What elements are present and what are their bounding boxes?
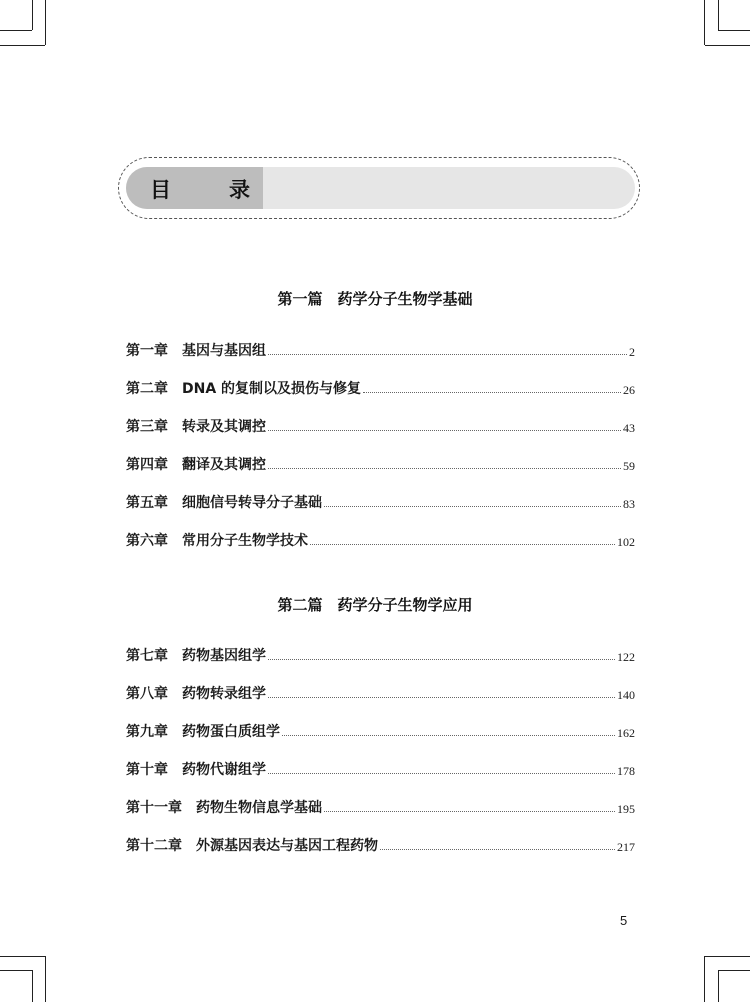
toc-entry[interactable] [126,797,635,817]
chapter-page: 122 [617,650,635,664]
leader-dots [380,849,615,850]
chapter-title: 药物转录组学 [182,686,266,702]
chapter-page: 43 [623,421,635,435]
chapter-number: 第十章 [126,762,168,778]
chapter-number: 第五章 [126,495,168,511]
chapter-title: 基因与基因组 [182,343,266,359]
toc-entry[interactable] [126,454,635,474]
toc-entry[interactable] [126,416,635,436]
chapter-number: 第九章 [126,724,168,740]
chapter-page: 26 [623,383,635,397]
toc-entry[interactable] [126,340,635,360]
chapter-title: 药物代谢组学 [182,762,266,778]
page-title-char-1: 目 [150,178,171,202]
chapter-number: 第六章 [126,533,168,549]
page-title-char-2: 录 [229,178,250,202]
chapter-number: 第一章 [126,343,168,359]
leader-dots [268,354,627,355]
toc-entry[interactable] [126,759,635,779]
page-title [150,175,250,203]
chapter-title: 药物蛋白质组学 [182,724,280,740]
chapter-number: 第八章 [126,686,168,702]
chapter-page: 178 [617,764,635,778]
chapter-page: 140 [617,688,635,702]
toc-entry[interactable] [126,492,635,512]
toc-entry[interactable] [126,378,635,398]
leader-dots [268,773,615,774]
leader-dots [268,697,615,698]
chapter-number: 第十二章 [126,838,182,854]
chapter-title: 翻译及其调控 [182,457,266,473]
leader-dots [310,544,615,545]
toc-entry[interactable] [126,835,635,855]
chapter-title: 转录及其调控 [182,419,266,435]
leader-dots [282,735,615,736]
chapter-page: 59 [623,459,635,473]
chapter-title: DNA 的复制以及损伤与修复 [182,381,362,397]
leader-dots [268,430,621,431]
chapter-number: 第七章 [126,648,168,664]
part-title: 第一篇 药学分子生物学基础 [277,290,473,308]
chapter-number: 第四章 [126,457,168,473]
chapter-number: 第二章 [126,381,168,397]
chapter-title: 外源基因表达与基因工程药物 [196,838,378,854]
toc-entry[interactable] [126,721,635,741]
chapter-title: 药物生物信息学基础 [196,800,322,816]
toc-entry[interactable] [126,683,635,703]
chapter-page: 102 [617,535,635,549]
chapter-page: 217 [617,840,635,854]
chapter-page: 83 [623,497,635,511]
chapter-number: 第十一章 [126,800,182,816]
chapter-number: 第三章 [126,419,168,435]
chapter-page: 162 [617,726,635,740]
chapter-title: 药物基因组学 [182,648,266,664]
leader-dots [268,659,615,660]
page-number: 5 [620,913,628,928]
leader-dots [268,468,621,469]
chapter-page: 2 [629,345,635,359]
chapter-page: 195 [617,802,635,816]
leader-dots [324,811,615,812]
leader-dots [324,506,621,507]
chapter-title: 细胞信号转导分子基础 [182,495,322,511]
part-title: 第二篇 药学分子生物学应用 [277,596,473,614]
toc-entry[interactable] [126,645,635,665]
chapter-title: 常用分子生物学技术 [182,533,308,549]
toc-entry[interactable] [126,530,635,550]
leader-dots [363,392,621,393]
